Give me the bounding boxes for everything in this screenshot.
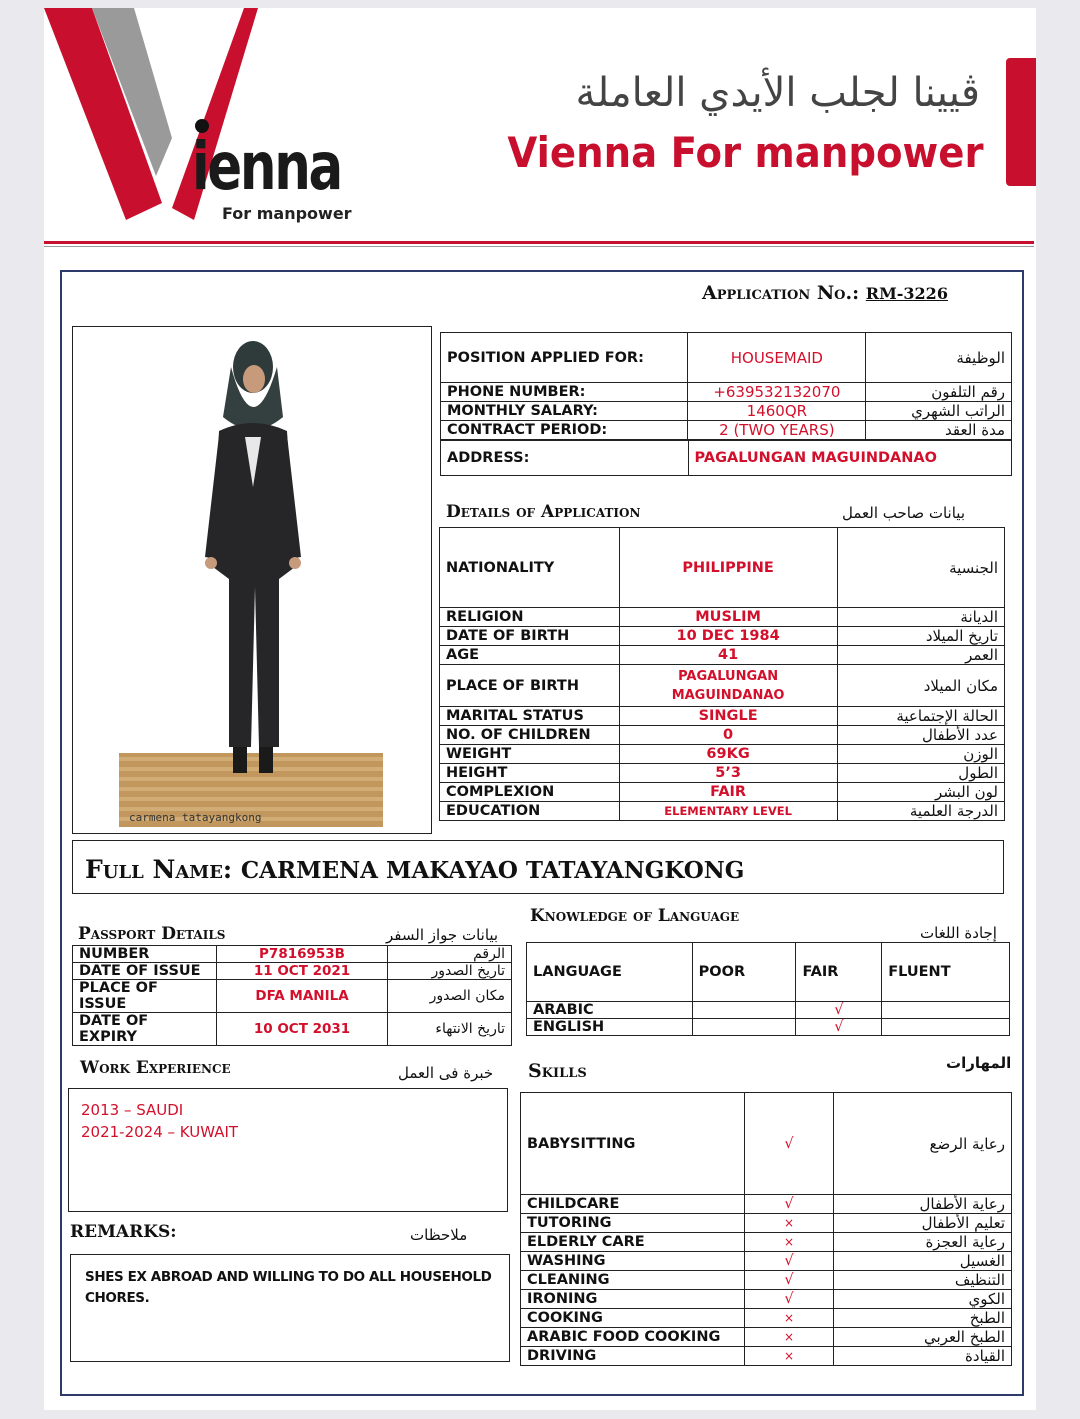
skills-title-arabic: المهارات xyxy=(946,1054,1012,1072)
details-value: 69KG xyxy=(619,745,837,764)
language-header: LANGUAGE xyxy=(527,943,693,1002)
work-title: Work Experience xyxy=(80,1058,231,1078)
details-label-arabic: الديانة xyxy=(837,608,1004,627)
skill-label-arabic: الطبخ العربي xyxy=(834,1328,1012,1347)
header-red-tab xyxy=(1006,58,1036,186)
job-label: CONTRACT PERIOD: xyxy=(441,421,688,440)
language-poor xyxy=(692,1002,796,1019)
work-line: 2021-2024 – KUWAIT xyxy=(81,1123,239,1141)
details-label: NATIONALITY xyxy=(440,528,620,608)
skills-row xyxy=(521,1290,1012,1309)
work-line: 2013 – SAUDI xyxy=(81,1101,184,1119)
application-sheet xyxy=(44,8,1036,1410)
skill-check-mark: √ xyxy=(744,1195,834,1214)
details-row xyxy=(440,665,1005,707)
details-label-arabic: الدرجة العلمية xyxy=(837,802,1004,821)
details-value: 0 xyxy=(619,726,837,745)
skill-label: WASHING xyxy=(521,1252,745,1271)
skill-cross-mark: × xyxy=(744,1328,834,1347)
job-value: HOUSEMAID xyxy=(688,333,866,383)
skill-cross-mark: × xyxy=(744,1309,834,1328)
skill-check-mark: √ xyxy=(744,1093,834,1195)
skills-row xyxy=(521,1233,1012,1252)
details-label-arabic: الطول xyxy=(837,764,1004,783)
job-value: +639532132070 xyxy=(688,383,866,402)
remarks-text: SHES EX ABROAD AND WILLING TO DO ALL HOUSEHOLD CHORES. xyxy=(85,1269,492,1306)
passport-title: Passport Details xyxy=(78,924,226,944)
skill-cross-mark: × xyxy=(744,1347,834,1366)
details-label-arabic: لون البشر xyxy=(837,783,1004,802)
details-label-arabic: عدد الأطفال xyxy=(837,726,1004,745)
passport-row xyxy=(73,980,512,1013)
skill-label: ARABIC FOOD COOKING xyxy=(521,1328,745,1347)
language-poor xyxy=(692,1019,796,1036)
details-value: PHILIPPINE xyxy=(619,528,837,608)
job-value: 1460QR xyxy=(688,402,866,421)
skill-label: CHILDCARE xyxy=(521,1195,745,1214)
passport-value: 11 OCT 2021 xyxy=(216,963,388,980)
language-title-arabic: إجادة اللغات xyxy=(920,924,997,942)
skill-label-arabic: رعاية الأطفال xyxy=(834,1195,1012,1214)
language-table xyxy=(526,942,1010,1036)
passport-value: DFA MANILA xyxy=(216,980,388,1013)
photo-figure xyxy=(73,327,431,833)
passport-label: NUMBER xyxy=(73,946,217,963)
details-value: SINGLE xyxy=(619,707,837,726)
header-divider xyxy=(44,241,1034,244)
details-value: ELEMENTARY LEVEL xyxy=(619,802,837,821)
skills-table xyxy=(520,1092,1012,1366)
skills-title: Skills xyxy=(528,1060,587,1082)
job-label-arabic: مدة العقد xyxy=(866,421,1012,440)
details-row xyxy=(440,608,1005,627)
details-label-arabic: العمر xyxy=(837,646,1004,665)
skills-row xyxy=(521,1195,1012,1214)
logo-subtitle: For manpower xyxy=(222,204,352,223)
details-label: EDUCATION xyxy=(440,802,620,821)
details-title: Details of Application xyxy=(446,502,641,522)
logo-wordmark: ienna xyxy=(192,128,341,205)
language-row xyxy=(527,1002,1010,1019)
skills-row xyxy=(521,1252,1012,1271)
passport-value: 10 OCT 2031 xyxy=(216,1013,388,1046)
details-label: COMPLEXION xyxy=(440,783,620,802)
passport-row xyxy=(73,946,512,963)
job-label: PHONE NUMBER: xyxy=(441,383,688,402)
address-value: PAGALUNGAN MAGUINDANAO xyxy=(688,441,1011,476)
header xyxy=(44,8,1036,248)
details-value: 10 DEC 1984 xyxy=(619,627,837,646)
details-label-arabic: مكان الميلاد xyxy=(837,665,1004,707)
passport-row xyxy=(73,963,512,980)
job-label-arabic: رقم التلفون xyxy=(866,383,1012,402)
form-frame xyxy=(60,270,1024,1396)
details-row xyxy=(440,764,1005,783)
skill-check-mark: √ xyxy=(744,1252,834,1271)
details-label: PLACE OF BIRTH xyxy=(440,665,620,707)
skills-row xyxy=(521,1347,1012,1366)
passport-row xyxy=(73,1013,512,1046)
passport-table xyxy=(72,945,512,1046)
details-label: MARITAL STATUS xyxy=(440,707,620,726)
passport-label: PLACE OF ISSUE xyxy=(73,980,217,1013)
skill-label: TUTORING xyxy=(521,1214,745,1233)
skill-cross-mark: × xyxy=(744,1214,834,1233)
passport-label-arabic: تاريخ الصدور xyxy=(388,963,512,980)
skill-label: IRONING xyxy=(521,1290,745,1309)
details-label: NO. OF CHILDREN xyxy=(440,726,620,745)
passport-label: DATE OF EXPIRY xyxy=(73,1013,217,1046)
job-info-table xyxy=(440,332,1012,440)
language-fluent xyxy=(882,1002,1010,1019)
language-fair: √ xyxy=(796,1002,882,1019)
job-label-arabic: الراتب الشهري xyxy=(866,402,1012,421)
details-row xyxy=(440,745,1005,764)
language-fair: √ xyxy=(796,1019,882,1036)
language-header: FAIR xyxy=(796,943,882,1002)
skills-row xyxy=(521,1309,1012,1328)
details-label-arabic: الجنسية xyxy=(837,528,1004,608)
application-number-row xyxy=(702,282,948,304)
details-row xyxy=(440,646,1005,665)
language-header: FLUENT xyxy=(882,943,1010,1002)
language-header-row xyxy=(527,943,1010,1002)
passport-label-arabic: تاريخ الانتهاء xyxy=(388,1013,512,1046)
skill-label-arabic: تعليم الأطفال xyxy=(834,1214,1012,1233)
details-value: 5’3 xyxy=(619,764,837,783)
skill-label: CLEANING xyxy=(521,1271,745,1290)
application-number-value: RM-3226 xyxy=(865,284,948,303)
skill-label: BABYSITTING xyxy=(521,1093,745,1195)
header-divider-thin xyxy=(44,246,1034,247)
skill-label-arabic: رعاية العجزة xyxy=(834,1233,1012,1252)
job-label: MONTHLY SALARY: xyxy=(441,402,688,421)
job-label: POSITION APPLIED FOR: xyxy=(441,333,688,383)
details-label-arabic: الحالة الإجتماعية xyxy=(837,707,1004,726)
skill-cross-mark: × xyxy=(744,1233,834,1252)
company-name-arabic: ڤيينا لجلب الأيدي العاملة xyxy=(575,70,980,116)
language-header: POOR xyxy=(692,943,796,1002)
skill-label: ELDERLY CARE xyxy=(521,1233,745,1252)
skill-label-arabic: التنظيف xyxy=(834,1271,1012,1290)
details-row xyxy=(440,802,1005,821)
details-value: FAIR xyxy=(619,783,837,802)
address-table xyxy=(440,440,1012,476)
passport-label: DATE OF ISSUE xyxy=(73,963,217,980)
skill-label-arabic: رعاية الرضع xyxy=(834,1093,1012,1195)
job-label-arabic: الوظيفة xyxy=(866,333,1012,383)
details-value: 41 xyxy=(619,646,837,665)
language-row xyxy=(527,1019,1010,1036)
details-row xyxy=(440,627,1005,646)
skill-label-arabic: الغسيل xyxy=(834,1252,1012,1271)
skills-row xyxy=(521,1093,1012,1195)
details-label-arabic: تاريخ الميلاد xyxy=(837,627,1004,646)
address-label: ADDRESS: xyxy=(441,441,689,476)
skills-row xyxy=(521,1214,1012,1233)
full-name-box xyxy=(72,840,1004,894)
details-row xyxy=(440,726,1005,745)
language-name: ARABIC xyxy=(527,1002,693,1019)
remarks-title: REMARKS: xyxy=(70,1222,177,1242)
job-row xyxy=(441,383,1012,402)
applicant-photo xyxy=(72,326,432,834)
passport-label-arabic: مكان الصدور xyxy=(388,980,512,1013)
passport-value: P7816953B xyxy=(216,946,388,963)
skill-label: COOKING xyxy=(521,1309,745,1328)
skill-check-mark: √ xyxy=(744,1290,834,1309)
skills-row xyxy=(521,1328,1012,1347)
work-title-arabic: خبرة فى العمل xyxy=(398,1064,494,1082)
skill-check-mark: √ xyxy=(744,1271,834,1290)
details-row xyxy=(440,528,1005,608)
details-label: WEIGHT xyxy=(440,745,620,764)
skill-label-arabic: الكوي xyxy=(834,1290,1012,1309)
details-label: AGE xyxy=(440,646,620,665)
skill-label-arabic: الطبخ xyxy=(834,1309,1012,1328)
details-row xyxy=(440,783,1005,802)
passport-title-arabic: بيانات جواز السفر xyxy=(386,926,499,944)
skill-label: DRIVING xyxy=(521,1347,745,1366)
passport-label-arabic: الرقم xyxy=(388,946,512,963)
details-value: MUSLIM xyxy=(619,608,837,627)
job-row xyxy=(441,421,1012,440)
details-title-arabic: بيانات صاحب العمل xyxy=(842,504,965,522)
skills-row xyxy=(521,1271,1012,1290)
job-value: 2 (TWO YEARS) xyxy=(688,421,866,440)
language-fluent xyxy=(882,1019,1010,1036)
details-label: HEIGHT xyxy=(440,764,620,783)
full-name-value: CARMENA MAKAYAO TATAYANGKONG xyxy=(240,857,745,884)
language-name: ENGLISH xyxy=(527,1019,693,1036)
details-label-arabic: الوزن xyxy=(837,745,1004,764)
language-title: Knowledge of Language xyxy=(530,906,740,926)
skill-label-arabic: القيادة xyxy=(834,1347,1012,1366)
details-label: RELIGION xyxy=(440,608,620,627)
details-label: DATE OF BIRTH xyxy=(440,627,620,646)
work-box xyxy=(68,1088,508,1212)
remarks-box xyxy=(70,1254,510,1362)
photo-caption: carmena tatayangkong xyxy=(129,811,262,824)
details-table xyxy=(439,527,1005,821)
job-row xyxy=(441,402,1012,421)
full-name-label: Full Name: xyxy=(85,855,233,884)
job-row xyxy=(441,333,1012,383)
company-name-english: Vienna For manpower xyxy=(507,128,984,177)
application-number-label: Application No.: xyxy=(702,282,860,304)
details-row xyxy=(440,707,1005,726)
remarks-title-arabic: ملاحظات xyxy=(410,1226,468,1244)
details-value: PAGALUNGAN MAGUINDANAO xyxy=(619,665,837,707)
